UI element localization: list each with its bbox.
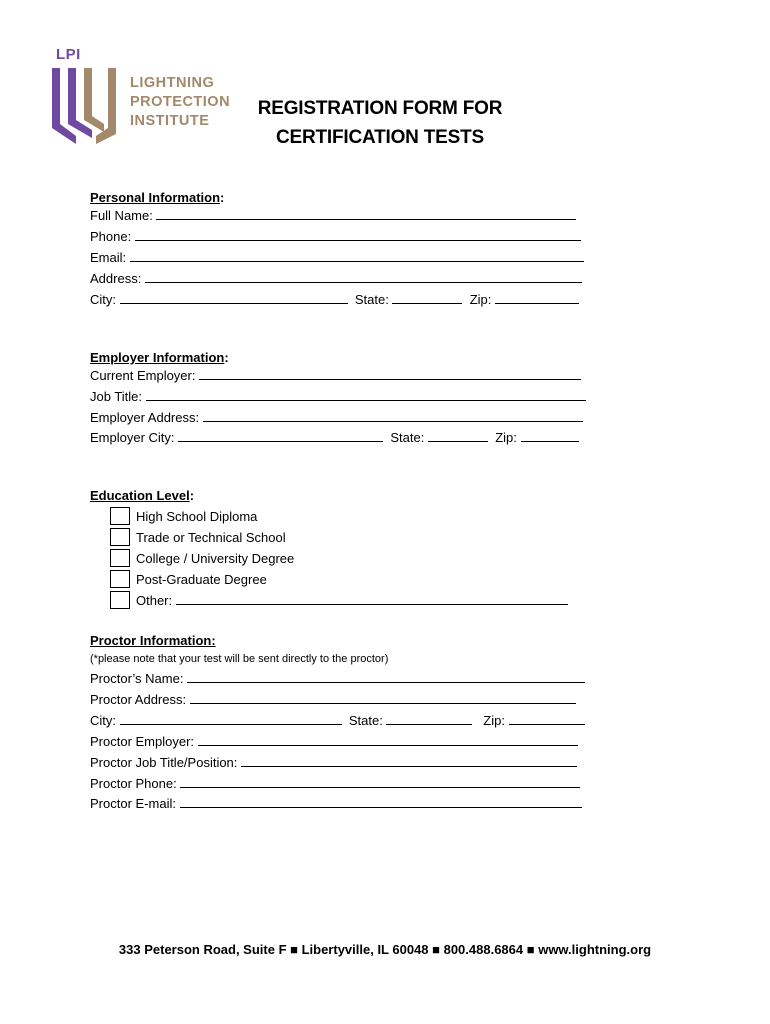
form-title-line-2: CERTIFICATION TESTS (275, 127, 484, 148)
form-title-line-1: REGISTRATION FORM FOR (257, 98, 503, 119)
post-graduate-label: Post-Graduate Degree (136, 572, 267, 587)
proctor-note: (*please note that your test will be sent directly to the proctor) (90, 653, 389, 665)
employer-address-field[interactable]: Employer Address: (90, 410, 583, 426)
phone-field[interactable]: Phone: (90, 229, 581, 245)
college-degree-checkbox[interactable] (110, 549, 130, 567)
personal-info-heading: Personal Information: (90, 190, 225, 205)
other-education-checkbox[interactable] (110, 591, 130, 609)
proctor-address-field[interactable]: Proctor Address: (90, 692, 576, 708)
full-name-field[interactable]: Full Name: (90, 208, 576, 224)
trade-school-label: Trade or Technical School (136, 530, 286, 545)
college-degree-label: College / University Degree (136, 551, 295, 566)
proctor-info-heading: Proctor Information: (90, 633, 216, 648)
proctor-employer-field[interactable]: Proctor Employer: (90, 734, 578, 750)
proctor-email-field[interactable]: Proctor E-mail: (90, 796, 582, 812)
address-field[interactable]: Address: (90, 271, 582, 287)
proctor-name-field[interactable]: Proctor’s Name: (90, 671, 585, 687)
job-title-field[interactable]: Job Title: (90, 389, 586, 405)
proctor-job-title-field[interactable]: Proctor Job Title/Position: (90, 755, 577, 771)
high-school-label: High School Diploma (136, 509, 258, 524)
high-school-checkbox[interactable] (110, 507, 130, 525)
education-level-heading: Education Level: (90, 488, 195, 503)
post-graduate-checkbox[interactable] (110, 570, 130, 588)
employer-info-heading: Employer Information: (90, 350, 229, 365)
logo-abbreviation: LPI (56, 46, 81, 63)
other-education-field[interactable]: Other: (136, 593, 568, 609)
lightning-mark-icon (48, 66, 120, 146)
trade-school-checkbox[interactable] (110, 528, 130, 546)
form-title (230, 94, 530, 152)
city-state-zip-row[interactable]: City: State: Zip: (90, 292, 579, 308)
employer-city-state-zip-row[interactable]: Employer City: State: Zip: (90, 430, 579, 446)
lpi-logo (48, 46, 248, 156)
footer-contact: 333 Peterson Road, Suite F ■ Libertyville, IL 60048 ■ 800.488.6864 ■ www.lightning.org (118, 942, 652, 957)
current-employer-field[interactable]: Current Employer: (90, 368, 581, 384)
proctor-phone-field[interactable]: Proctor Phone: (90, 776, 580, 792)
logo-organization-name: LIGHTNING PROTECTION INSTITUTE (130, 75, 231, 129)
proctor-city-state-zip-row[interactable]: City: State: Zip: (90, 713, 585, 729)
email-field[interactable]: Email: (90, 250, 584, 266)
